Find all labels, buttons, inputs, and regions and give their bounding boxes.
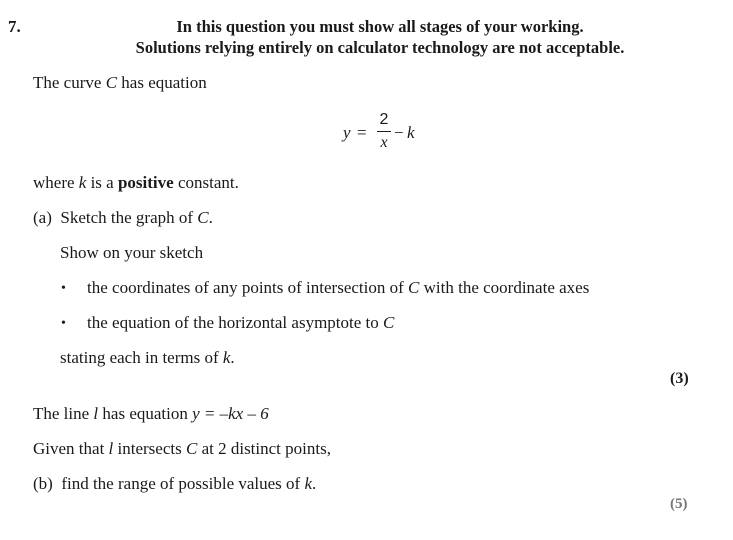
instruction-line-1: In this question you must show all stages of your working.	[176, 17, 584, 36]
question-number: 7.	[8, 17, 21, 36]
part-a-marks: (3)	[670, 370, 689, 387]
part-a-prompt: (a) Sketch the graph of C.	[33, 208, 213, 227]
where-clause: where k is a positive constant.	[33, 173, 239, 192]
instruction-line-2: Solutions relying entirely on calculator technology are not acceptable.	[135, 38, 625, 57]
curve-equation: y = 2 x − k	[343, 111, 415, 151]
part-a-stating: stating each in terms of k.	[60, 348, 235, 367]
curve-intro: The curve C has equation	[33, 73, 207, 92]
part-a-show: Show on your sketch	[60, 243, 204, 262]
fraction: 2 x	[377, 111, 391, 152]
part-a-bullet-2: the equation of the horizontal asymptote to C	[87, 313, 395, 332]
part-b-marks: (5)	[670, 496, 688, 512]
given-statement: Given that l intersects C at 2 distinct points,	[33, 439, 331, 458]
bullet-icon: •	[61, 316, 66, 331]
bullet-icon: •	[61, 281, 66, 296]
part-b-prompt: (b) find the range of possible values of k.	[33, 474, 317, 493]
part-a-bullet-1: the coordinates of any points of intersection of C with the coordinate axes	[87, 278, 590, 297]
line-equation: The line l has equation y = –kx – 6	[33, 404, 269, 423]
